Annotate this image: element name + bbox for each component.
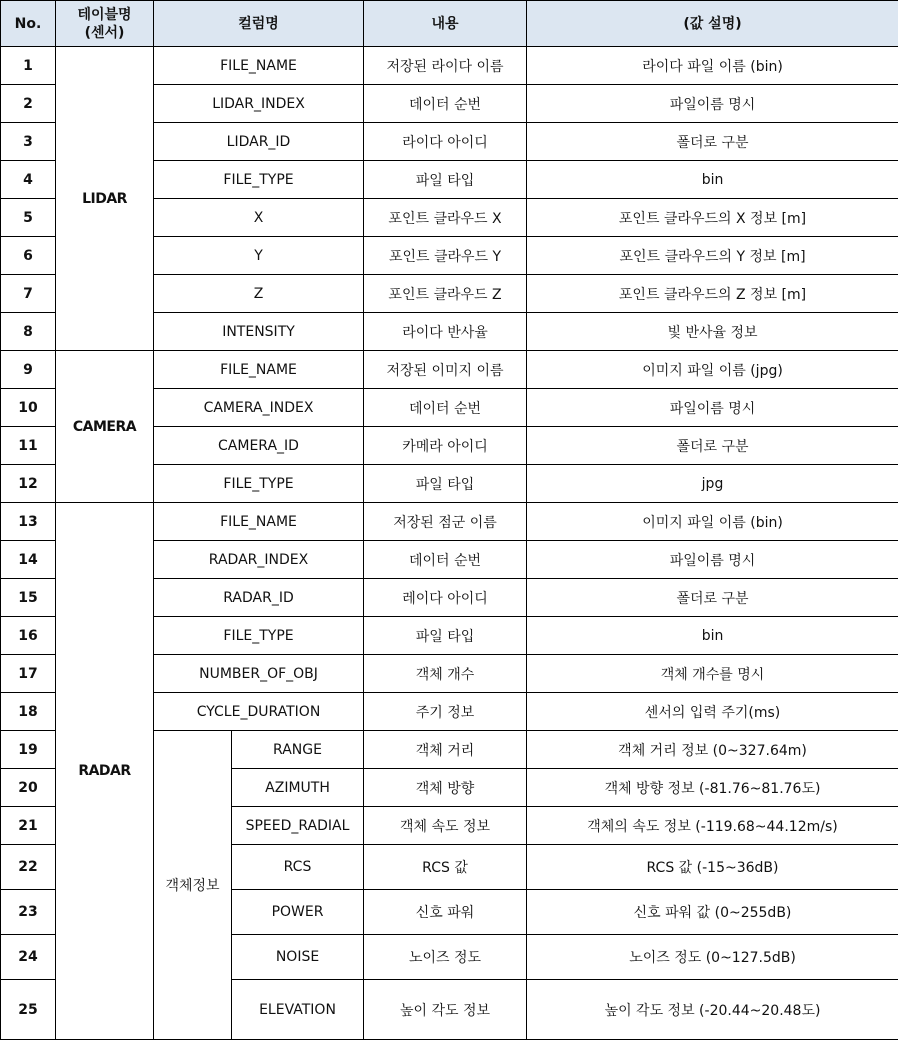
row-column: RANGE <box>232 731 364 769</box>
row-no: 12 <box>1 465 56 503</box>
row-no: 21 <box>1 807 56 845</box>
row-column: FILE_NAME <box>154 47 364 85</box>
row-desc: 포인트 클라우드의 Y 정보 [m] <box>527 237 898 275</box>
row-desc: RCS 값 (-15~36dB) <box>527 845 898 890</box>
row-column: NUMBER_OF_OBJ <box>154 655 364 693</box>
row-no: 4 <box>1 161 56 199</box>
row-content: 높이 각도 정보 <box>364 980 527 1040</box>
row-desc: 객체 개수를 명시 <box>527 655 898 693</box>
header-row <box>1 1 898 47</box>
row-no: 17 <box>1 655 56 693</box>
row-column: POWER <box>232 890 364 935</box>
row-column: INTENSITY <box>154 313 364 351</box>
row-content: 데이터 순번 <box>364 541 527 579</box>
sensor-radar: RADAR <box>56 503 154 1040</box>
row-desc: bin <box>527 617 898 655</box>
row-desc: 객체 방향 정보 (-81.76~81.76도) <box>527 769 898 807</box>
row-column: X <box>154 199 364 237</box>
row-column: CAMERA_ID <box>154 427 364 465</box>
row-content: 객체 방향 <box>364 769 527 807</box>
row-content: 포인트 클라우드 Y <box>364 237 527 275</box>
row-content: 신호 파워 <box>364 890 527 935</box>
row-column: FILE_TYPE <box>154 161 364 199</box>
row-content: 포인트 클라우드 X <box>364 199 527 237</box>
row-no: 1 <box>1 47 56 85</box>
row-no: 9 <box>1 351 56 389</box>
row-no: 20 <box>1 769 56 807</box>
row-desc: 포인트 클라우드의 X 정보 [m] <box>527 199 898 237</box>
row-desc: 폴더로 구분 <box>527 123 898 161</box>
row-desc: 폴더로 구분 <box>527 579 898 617</box>
row-no: 23 <box>1 890 56 935</box>
header-value-desc: (값 설명) <box>527 1 898 47</box>
row-content: 객체 거리 <box>364 731 527 769</box>
row-desc: 센서의 입력 주기(ms) <box>527 693 898 731</box>
row-desc: 노이즈 정도 (0~127.5dB) <box>527 935 898 980</box>
row-desc: 빛 반사율 정보 <box>527 313 898 351</box>
row-content: 주기 정보 <box>364 693 527 731</box>
row-content: RCS 값 <box>364 845 527 890</box>
header-no: No. <box>1 1 56 47</box>
row-desc: 폴더로 구분 <box>527 427 898 465</box>
row-content: 파일 타입 <box>364 161 527 199</box>
row-content: 노이즈 정도 <box>364 935 527 980</box>
sensor-camera: CAMERA <box>56 351 154 503</box>
row-column: CYCLE_DURATION <box>154 693 364 731</box>
row-content: 객체 속도 정보 <box>364 807 527 845</box>
table-row <box>1 503 898 541</box>
row-content: 데이터 순번 <box>364 85 527 123</box>
row-column: Y <box>154 237 364 275</box>
row-no: 19 <box>1 731 56 769</box>
row-column: LIDAR_INDEX <box>154 85 364 123</box>
row-column: SPEED_RADIAL <box>232 807 364 845</box>
row-desc: 객체의 속도 정보 (-119.68~44.12m/s) <box>527 807 898 845</box>
row-desc: 포인트 클라우드의 Z 정보 [m] <box>527 275 898 313</box>
row-no: 5 <box>1 199 56 237</box>
row-column: RADAR_ID <box>154 579 364 617</box>
row-no: 16 <box>1 617 56 655</box>
row-desc: 파일이름 명시 <box>527 389 898 427</box>
row-content: 라이다 아이디 <box>364 123 527 161</box>
table-row <box>1 47 898 85</box>
row-no: 13 <box>1 503 56 541</box>
row-content: 포인트 클라우드 Z <box>364 275 527 313</box>
row-no: 11 <box>1 427 56 465</box>
row-content: 파일 타입 <box>364 617 527 655</box>
row-no: 6 <box>1 237 56 275</box>
row-content: 저장된 이미지 이름 <box>364 351 527 389</box>
row-content: 저장된 라이다 이름 <box>364 47 527 85</box>
row-column: FILE_NAME <box>154 351 364 389</box>
row-no: 25 <box>1 980 56 1040</box>
row-desc: 이미지 파일 이름 (jpg) <box>527 351 898 389</box>
row-desc: bin <box>527 161 898 199</box>
header-table-name-line2: (센서) <box>60 24 149 42</box>
row-column: FILE_TYPE <box>154 465 364 503</box>
row-content: 객체 개수 <box>364 655 527 693</box>
row-column: AZIMUTH <box>232 769 364 807</box>
header-column-name: 컬럼명 <box>154 1 364 47</box>
row-desc: 파일이름 명시 <box>527 541 898 579</box>
row-column: LIDAR_ID <box>154 123 364 161</box>
row-no: 15 <box>1 579 56 617</box>
row-desc: 이미지 파일 이름 (bin) <box>527 503 898 541</box>
row-content: 파일 타입 <box>364 465 527 503</box>
row-content: 라이다 반사율 <box>364 313 527 351</box>
row-desc: 객체 거리 정보 (0~327.64m) <box>527 731 898 769</box>
row-column: CAMERA_INDEX <box>154 389 364 427</box>
row-no: 22 <box>1 845 56 890</box>
row-no: 7 <box>1 275 56 313</box>
header-table-name <box>56 1 154 47</box>
sensor-lidar: LIDAR <box>56 47 154 351</box>
table-row <box>1 351 898 389</box>
row-content: 카메라 아이디 <box>364 427 527 465</box>
table-body <box>1 47 898 1040</box>
row-column: Z <box>154 275 364 313</box>
row-no: 8 <box>1 313 56 351</box>
row-column: ELEVATION <box>232 980 364 1040</box>
header-content: 내용 <box>364 1 527 47</box>
object-info-group: 객체정보 <box>154 731 232 1040</box>
row-no: 3 <box>1 123 56 161</box>
row-content: 레이다 아이디 <box>364 579 527 617</box>
row-no: 14 <box>1 541 56 579</box>
row-column: NOISE <box>232 935 364 980</box>
row-content: 데이터 순번 <box>364 389 527 427</box>
row-desc: 높이 각도 정보 (-20.44~20.48도) <box>527 980 898 1040</box>
header-table-name-line1: 테이블명 <box>60 6 149 24</box>
row-no: 10 <box>1 389 56 427</box>
row-no: 24 <box>1 935 56 980</box>
row-column: RCS <box>232 845 364 890</box>
row-desc: 파일이름 명시 <box>527 85 898 123</box>
row-column: RADAR_INDEX <box>154 541 364 579</box>
row-no: 18 <box>1 693 56 731</box>
row-no: 2 <box>1 85 56 123</box>
row-desc: 신호 파워 값 (0~255dB) <box>527 890 898 935</box>
row-column: FILE_NAME <box>154 503 364 541</box>
row-content: 저장된 점군 이름 <box>364 503 527 541</box>
row-desc: 라이다 파일 이름 (bin) <box>527 47 898 85</box>
row-desc: jpg <box>527 465 898 503</box>
row-column: FILE_TYPE <box>154 617 364 655</box>
